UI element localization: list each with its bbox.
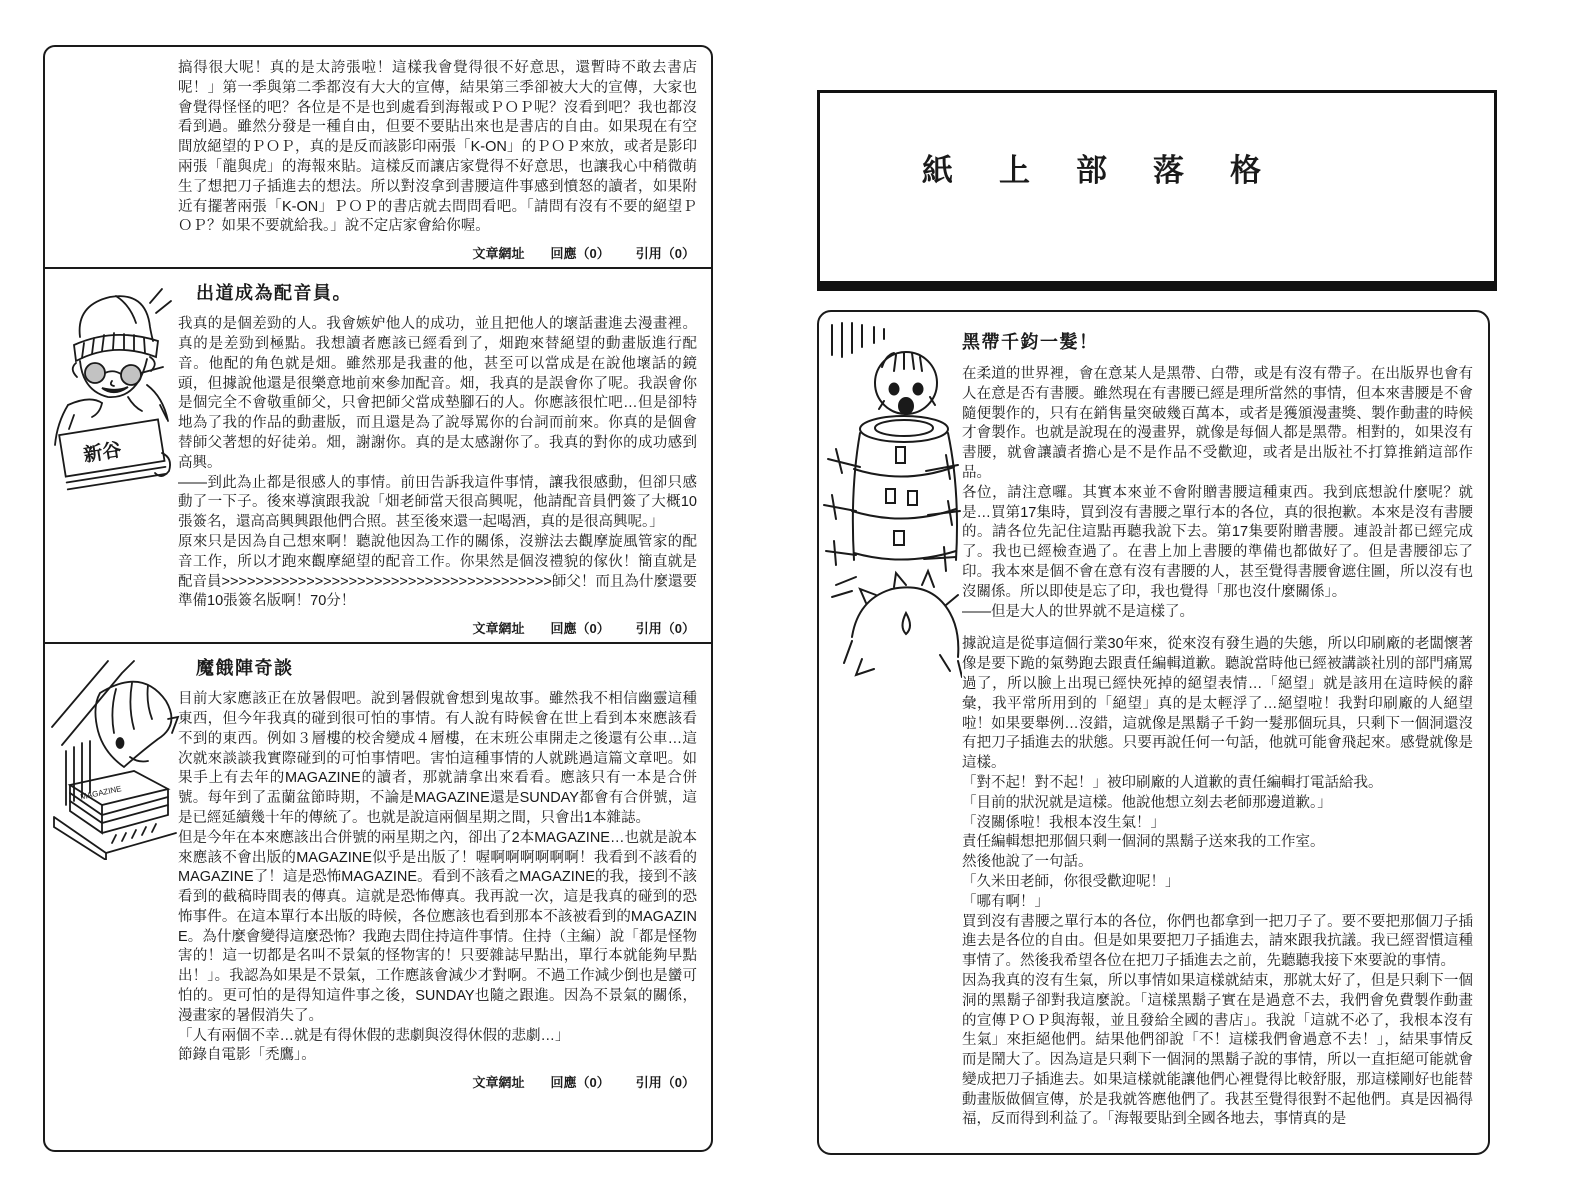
post-paragraph: ——但是大人的世界就不是這樣了。	[962, 603, 1194, 620]
post-paragraph: 各位，請注意囉。其實本來並不會附贈書腰這種東西。我到底想說什麼呢？就是…買第17集時，買到沒有書腰之單行本的各位，真的很抱歉。本來是沒有書腰的。請各位先記住這點再聽我說下去。第17集要附贈書腰。連設計都已經完成了。我也已經檢查過了。在書上加上書腰的準備也都做好了。但是書腰卻忘了印。我本來是個不會在意有沒有書腰的人，甚至覺得書腰會遮住圖，所以沒有也沒關係。所以即使是忘了印，我也覺得「那也沒什麼關係」。	[962, 484, 1473, 600]
post-paragraph: 買到沒有書腰之單行本的各位，你們也都拿到一把刀子了。要不要把那個刀子插進去是各位的自由。但是如果要把刀子插進去，請來跟我抗議。我已經習慣這種事情了。然後我希望各位在把刀子插進去之前，先聽聽我接下來要說的事情。	[962, 913, 1473, 970]
post-paragraph: 但是今年在本來應該出合併號的兩星期之內，卻出了2本MAGAZINE…也就是說本來應該不會出版的MAGAZINE似乎是出版了！喔啊啊啊啊啊啊！我看到不該看的MAGAZINE了！這是恐怖MAGAZINE。看到不該看之MAGAZINE的我，接到不該看到的截稿時間表的傳真。這就是恐怖傳真。我再說一次，這是我真的碰到的恐怖事件。在這本單行本出版的時候，各位應該也看到那本不該被看到的MAGAZINE。為什麼會變得這麼恐怖？我跑去問住持這件事情。住持（主編）說「都是怪物害的！這一切都是名叫不景氣的怪物害的！只要雜誌早點出，單行本就能夠早點出！」。我認為如果是不景氣，工作應該會減少才對啊。不過工作減少倒也是蠻可怕的。更可怕的是得知這件事之後，SUNDAY也隨之跟進。因為不景氣的關係，漫畫家的暑假消失了。	[178, 829, 697, 1024]
post-title: 出道成為配音員。	[196, 283, 352, 304]
post-paragraph: 目前大家應該正在放暑假吧。說到暑假就會想到鬼故事。雖然我不相信幽靈這種東西，但今年我真的碰到很可怕的事情。有人說有時候會在世上看到本來應該看不到的東西。例如３層樓的校舍變成４層樓，在末班公車開走之後還有公車…這次就來談談我實際碰到的可怕事情吧。害怕這種事情的人就跳過這篇文章吧。如果手上有去年的MAGAZINE的讀者，那就請拿出來看看。應該只有一本是合併號。每年到了盂蘭盆節時期，不論是MAGAZINE還是SUNDAY都會有合併號，這是已經延續幾十年的傳統了。也就是說這兩個星期之間，只會出1本雜誌。	[178, 691, 697, 826]
post-divider	[45, 642, 711, 644]
comments-count-label: 回應（0）	[550, 621, 610, 637]
post-paragraph: 因為我真的沒有生氣，所以事情如果這樣就結束，那就太好了，但是只剩下一個洞的黑鬍子卻對我這麼說。「這樣黑鬍子實在是過意不去，我們會免費製作動畫的宣傳ＰＯＰ與海報，並且發給全國的書店」。我說「這就不必了，我根本沒有生氣」來拒絕他們。結果他們卻說「不！這樣我們會過意不去！」，結果事情反而是鬧大了。因為這是只剩下一個洞的黑鬍子說的事情，所以一直拒絕可能就會變成把刀子插進去。如果這樣就能讓他們心裡覺得比較舒服，那這樣剛好也能替動畫版做個宣傳，於是我就答應他們了。我甚至覺得很對不起他們。真是因禍得福，反而得到利益了。「海報要貼到全國各地去，事情真的是	[962, 972, 1473, 1128]
post-footer	[45, 243, 695, 262]
dialogue-line: 「沒關係啦！我根本沒生氣！」	[962, 814, 1165, 831]
column-masthead-title: 紙上部落格	[922, 153, 1307, 188]
article-url-label: 文章網址	[472, 246, 525, 262]
post-footer	[45, 618, 695, 637]
comments-count-label: 回應（0）	[550, 246, 610, 262]
post-paragraph: 然後他說了一句話。	[962, 854, 1093, 871]
dialogue-line: 「對不起！對不起！」被印刷廠的人道歉的責任編輯打電話給我。	[962, 774, 1383, 791]
beanie-character-illustration	[50, 283, 178, 491]
article-url-label: 文章網址	[472, 621, 525, 637]
post-quote-line: 「人有兩個不幸…就是有得休假的悲劇與沒得休假的悲劇…」	[178, 1027, 570, 1044]
trackback-count-label: 引用（0）	[635, 246, 695, 262]
post-paragraph: ——到此為止都是很感人的事情。前田告訴我這件事情，讓我很感動，但卻只感動了一下子。後來導演跟我說「畑老師當天很高興呢，他請配音員們簽了大概10張簽名，還高高興興跟他們合照。甚至後來還一起喝酒，真的是很高興呢。」	[178, 474, 697, 531]
trackback-count-label: 引用（0）	[635, 621, 695, 637]
sign-label: 新谷	[82, 439, 123, 467]
post-paragraph: 我真的是個差勁的人。我會嫉妒他人的成功，並且把他人的壞話畫進去漫畫裡。真的是差勁到極點。我想讀者應該已經看到了，畑跑來替絕望的動畫版進行配音。他配的角色就是畑。雖然那是我畫的他，甚至可以當成是在說他壞話的鏡頭，但據說他還是很樂意地前來參加配音。畑，我真的是誤會你了呢。我誤會你是個完全不會敬重師父，只會把師父當成墊腳石的人。你應該很忙吧…但是卻特地為了我的作品的動畫版，而且還是為了說辱罵你的台詞而前來。你真的是個會替師父著想的好徒弟。畑，謝謝你。真的是太感謝你了。我真的對你的成功感到高興。	[178, 316, 697, 471]
post-paragraph: 據說這是從事這個行業30年來，從來沒有發生過的失態，所以印刷廠的老闆懷著像是要下跪的氣勢跑去跟責任編輯道歉。聽說當時他已經被講談社別的部門痛罵過了，所以臉上出現已經快死掉的絕望表情…「絕望」就是該用在這時候的辭彙，我平常所用到的「絕望」真的是太輕浮了…絕望啦！我對印刷廠的人絕望啦！如果要舉例…沒錯，這就像是黑鬍子千鈞一髮那個玩具，只剩下一個洞還沒有把刀子插進去的狀態。只要再說任何一句話，他就可能會飛起來。感覺就像是這樣。	[962, 636, 1473, 772]
post-divider	[45, 267, 711, 269]
post-title: 黑帶千鈞一髮！	[962, 332, 1099, 352]
magazine-stack-illustration	[46, 655, 180, 860]
article-url-label: 文章網址	[472, 1075, 525, 1091]
magazine-cover-label: MAGAZINE	[79, 784, 123, 802]
left-page-panel	[43, 45, 713, 1152]
dialogue-line: 「久米田老師，你很受歡迎呢！」	[962, 873, 1180, 890]
post-paragraph: 搞得很大呢！真的是太誇張啦！這樣我會覺得很不好意思，還暫時不敢去書店呢！」第一季與第二季都沒有大大的宣傳，結果第三季卻被大大的宣傳，大家也會覺得怪怪的吧？各位是不是也到處看到海報或ＰＯＰ呢？沒看到吧？我也都沒看到過。雖然分發是一種自由，但要不要貼出來也是書店的自由。如果現在有空間放絕望的ＰＯＰ，真的是反而該影印兩張「K-ON」的ＰＯＰ來放，或者是影印兩張「龍與虎」的海報來貼。這樣反而讓店家覺得不好意思，也讓我心中稍微萌生了想把刀子插進去的想法。所以對沒拿到書腰這件事感到憤怒的讀者，如果附近有擺著兩張「K-ON」ＰＯＰ的書店就去問問看吧。「請問有沒有不要的絕望ＰＯＰ？如果不要就給我。」說不定店家會給你喔。	[178, 60, 697, 235]
blackbeard-toy-illustration	[822, 315, 962, 735]
dialogue-line: 「目前的狀況就是這樣。他說他想立刻去老師那邊道歉。」	[962, 794, 1332, 811]
post-title: 魔餓陣奇談	[196, 658, 294, 679]
post-source-line: 節錄自電影「禿鷹」。	[178, 1047, 316, 1064]
post-footer	[45, 1072, 695, 1091]
column-masthead-box	[817, 90, 1497, 291]
post-paragraph: 在柔道的世界裡，會在意某人是黑帶、白帶，或是有沒有帶子。在出版界也會有人在意是否有書腰。雖然現在有書腰已經是理所當然的事情，但本來書腰是不會隨便製作的，只有在銷售量突破幾百萬本，或者是獲頒漫畫獎、製作動畫的時候才會製作。也就是說現在的漫畫界，就像是每個人都是黑帶。相對的，如果沒有書腰，就會讓讀者擔心是不是作品不受歡迎，或者是出版社不打算推銷這部作品。	[962, 366, 1473, 481]
post-paragraph: 原來只是因為自己想來啊！聽說他因為工作的關係，沒辦法去觀摩旋風管家的配音工作，所以才跑來觀摩絕望的配音工作。你果然是個沒禮貌的傢伙！簡直就是配音員>>>>>>>>>>>>>>>>>>>>>>>>>>>>>>>>>>>>>>>師父！而且為什麼還要準備10張簽名版啊！70分！	[178, 533, 697, 610]
trackback-count-label: 引用（0）	[635, 1075, 695, 1091]
post-paragraph: 責任編輯想把那個只剩一個洞的黑鬍子送來我的工作室。	[962, 834, 1325, 851]
dialogue-line: 「哪有啊！」	[962, 893, 1049, 910]
comments-count-label: 回應（0）	[550, 1075, 610, 1091]
